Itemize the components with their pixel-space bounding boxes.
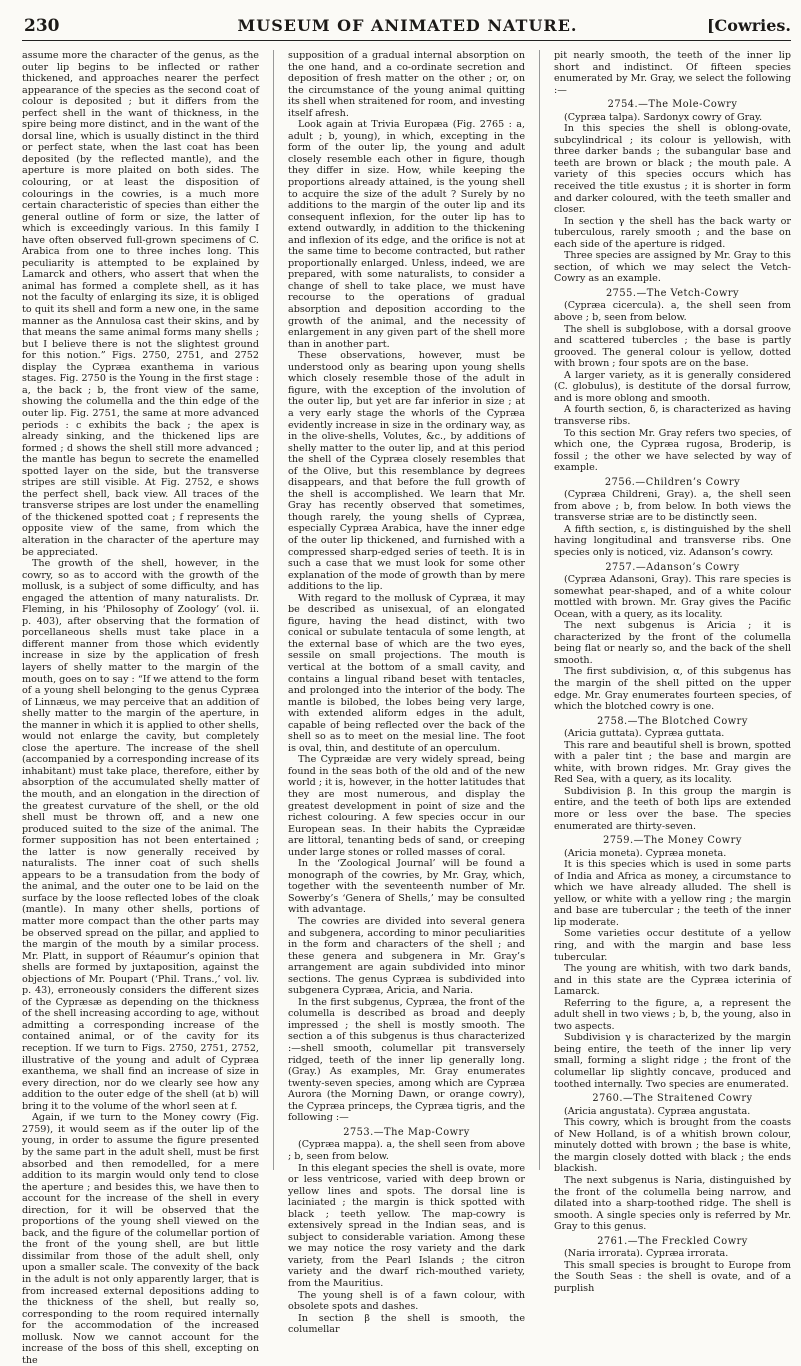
running-title: MUSEUM OF ANIMATED NATURE. (237, 16, 578, 35)
paragraph: Again, if we turn to the Money cowry (Fig. 2759), it would seem as if the outer lip of the young, in order to assume the figure presented by the same part in the adult shell, must be first absorbed and then remodelled, for a mere addition to its margin would only tend to close the aperture ; and besides this, we have then to account for the increase of the shell in every direction, for it will be observed that the proportions of the young shell viewed on the back, and the figure of the columellar portion of the front of the young shell, are but little dissimilar from those of the adult shell, only upon a smaller scale. The convexity of the back in the adult is not only apparently larger, that is from increased external depositions adding to the thickness of the shell, but really so, corresponding to the room required internally for the accommodation of the increased mollusk. Now we cannot account for the increase of the boss of this shell, excepting on the (22, 1112, 259, 1366)
column-2 (288, 50, 525, 1336)
section-heading: 2755.—The Vetch-Cowry (605, 287, 740, 299)
page-header (24, 16, 791, 46)
paragraph: In section γ the shell has the back warty or tuberculous, rarely smooth ; and the base on each side of the aperture is ridged. (554, 215, 791, 250)
column-1 (22, 50, 259, 1366)
header-rule (22, 40, 791, 41)
paragraph: These observations, however, must be understood only as bearing upon young shells which closely resemble those of the adult in figure, with the exception of the involution of the outer lip, but yet are far inferior in size ; at a very early stage the whorls of the Cypræa evidently increase in size in the ordinary way, as in the olive-shells, Volutes, &c., by additions of shelly matter to the outer lip, and at this period the shell of the Cypræa closely resembles that of the Olive, but this resemblance by degrees disappears, and that before the full growth of the shell is accomplished. We learn that Mr. Gray has recently observed that sometimes, though rarely, the young shells of Cypræa, especially Cypræa Arabica, have the inner edge of the outer lip thickened, and furnished with a compressed sharp-edged series of teeth. It is in such a case that we must look for some other explanation of the mode of growth than by mere additions to the lip. (288, 350, 525, 593)
text-columns (22, 50, 791, 1366)
paragraph: It is this species which is used in some parts of India and Africa as money, a circumstance to which we have already alluded. The shell is yellow, or white with a yellow ring ; the margin and base are tubercular ; the teeth of the inner lip moderate. (554, 859, 791, 928)
section-heading: 2754.—The Mole-Cowry (607, 99, 738, 111)
paragraph: In section β the shell is smooth, the columellar (288, 1312, 525, 1336)
paragraph: supposition of a gradual internal absorption on the one hand, and a co-ordinate secretion and deposition of fresh matter on the other ; or, on the circumstance of the young animal quitting its shell when straitened for room, and investing itself afresh. (288, 50, 525, 119)
paragraph: This rare and beautiful shell is brown, spotted with a paler tint ; the base and margin are white, with brown ridges. Mr. Gray gives the Red Sea, with a query, as its locality. (554, 739, 791, 786)
paragraph: (Cypræa Childreni, Gray). a, the shell seen from above ; b, from below. In both views the transverse striæ are to be distinctly seen. (554, 489, 791, 524)
paragraph: To this section Mr. Gray refers two species, of which one, the Cypræa rugosa, Broderip, is fossil ; the other we have selected by way of example. (554, 427, 791, 474)
paragraph: The Cypræidæ are very widely spread, being found in the seas both of the old and of the new world ; it is, however, in the hotter latitudes that they are most numerous, and display the greatest development in point of size and the richest colouring. A few species occur in our European seas. In their habits the Cypræidæ are littoral, tenanting beds of sand, or creeping under large stones or rolled masses of coral. (288, 754, 525, 858)
paragraph: This small species is brought to Europe from the South Seas : the shell is ovate, and of a purplish (554, 1259, 791, 1294)
section-heading: 2760.—The Straitened Cowry (592, 1093, 753, 1105)
paragraph: Three species are assigned by Mr. Gray to this section, of which we may select the Vetch-Cowry as an example. (554, 250, 791, 285)
column-divider (273, 50, 274, 1170)
paragraph: Subdivision γ is characterized by the margin being entire, the teeth of the inner lip very small, forming a slight ridge ; the front of the columellar lip slightly concave, produced and toothed internally. Two species are enumerated. (554, 1032, 791, 1090)
paragraph: Look again at Trivia Europæa (Fig. 2765 : a, adult ; b, young), in which, excepting in the form of the outer lip, the young and adult closely resemble each other in figure, though they differ in size. How, while keeping the proportions already attained, is the young shell to acquire the size of the adult ? Surely by no additions to the margin of the outer lip and its consequent inflexion, for the outer lip has to extend outwardly, in addition to the thickening and inflexion of its edge, and the orifice is not at the same time to become contracted, but rather proportionally enlarged. Unless, indeed, we are prepared, with some naturalists, to consider a change of shell to take place, we must have recourse to the operations of gradual absorption and deposition according to the growth of the animal, and the necessity of enlargement in any given part of the shell more than in another part. (288, 119, 525, 350)
column-divider (539, 50, 540, 1170)
paragraph: (Cypræa talpa). Sardonyx cowry of Gray. (564, 111, 763, 123)
paragraph: The next subgenus is Naria, distinguished by the front of the columella being narrow, and dilated into a sharp-toothed ridge. The shell is smooth. A single species only is referred by Mr. Gray to this genus. (554, 1174, 791, 1233)
paragraph: In the ‘Zoological Journal’ will be found a monograph of the cowries, by Mr. Gray, which, together with the seventeenth number of Mr. Sowerby’s ‘Genera of Shells,’ may be consulted with advantage. (288, 858, 525, 916)
paragraph: The growth of the shell, however, in the cowry, so as to accord with the growth of the mollusk, is a subject of some difficulty, and has engaged the attention of many naturalists. Dr. Fleming, in his ‘Philosophy of Zoology’ (vol. ii. p. 403), after observing that the formation of porcellaneous shells must take place in a different manner from those which evidently increase in size by the application of fresh layers of shelly matter to the margin of the mouth, goes on to say : “If we attend to the form of a young shell belonging to the genus Cypræa of Linnæus, we may perceive that an addition of shelly matter to the margin of the aperture, in the manner in which it is applied to other shells, would not enlarge the cavity, but completely close the aperture. The increase of the shell (accompanied by a corresponding increase of its inhabitant) must take place, therefore, either by absorption of the accumulated shelly matter of the mouth, and an elongation in the direction of the greatest curvature of the shell, or the old shell must be thrown off, and a new one produced suited to the size of the animal. The former supposition has not been entertained ; the latter is now generally received by naturalists. The inner coat of such shells appears to be a transudation from the body of the animal, and the outer one to be laid on the surface by the loose reflected lobes of the cloak (mantle). In many other shells, portions of matter more compact than the other parts may be observed spread on the pillar, and applied to the margin of the mouth by a similar process. Mr. Platt, in support of Réaumur’s opinion that shells are formed by juxtaposition, against the objections of Mr. Poupart (‘Phil. Trans.,’ vol. liv. p. 43), erroneously considers the different sizes of the Cypræsæ as depending on the thickness of the shell increasing according to age, without admitting a corresponding increase of the contained animal, or of the cavity for its reception. If we turn to Figs. 2750, 2751, 2752, illustrative of the young and adult of Cypræa exanthema, we shall find an increase of size in every direction, nor do we clearly see how any addition to the outer edge of the shell (at b) will bring it to the volume of the whorl seen at f. (22, 558, 259, 1112)
paragraph: (Aricia moneta). Cypræa moneta. (564, 847, 727, 859)
section-heading: 2753.—The Map-Cowry (343, 1126, 470, 1138)
paragraph: The young are whitish, with two dark bands, and in this state are the Cypræa icterinia of Lamarck. (554, 963, 791, 998)
paragraph: In this elegant species the shell is ovate, more or less ventricose, varied with deep brown or yellow lines and spots. The dorsal line is laciniated ; the margin is thick spotted with black ; teeth yellow. The map-cowry is extensively spread in the Indian seas, and is subject to considerable variation. Among these we may notice the rosy variety and the dark variety, from the Pearl Islands ; the citron variety and the dwarf rich-mouthed variety, from the Mauritius. (288, 1162, 525, 1289)
paragraph: This cowry, which is brought from the coasts of New Holland, is of a whitish brown colour, minutely dotted with brown ; the base is white, the margin closely dotted with black ; the ends blackish. (554, 1117, 791, 1175)
paragraph: (Cypræa mappa). a, the shell seen from above ; b, seen from below. (288, 1139, 525, 1162)
paragraph: A larger variety, as it is generally considered (C. globulus), is destitute of the dorsal furrow, and is more oblong and smooth. (554, 369, 791, 404)
paragraph: The shell is subglobose, with a dorsal groove and scattered tubercles ; the base is partly grooved. The general colour is yellow, dotted with brown ; four spots are on the base. (554, 323, 791, 370)
paragraph: A fourth section, δ, is characterized as having transverse ribs. (554, 404, 791, 427)
paragraph: The first subdivision, α, of this subgenus has the margin of the shell pitted on the upper edge. Mr. Gray enumerates fourteen species, of which the blotched cowry is one. (554, 666, 791, 713)
section-heading: 2757.—Adanson’s Cowry (605, 561, 740, 573)
section-heading: 2759.—The Money Cowry (603, 835, 742, 847)
paragraph: The young shell is of a fawn colour, with obsolete spots and dashes. (288, 1289, 525, 1313)
section-label: [Cowries. (706, 16, 791, 35)
page-number: 230 (24, 16, 60, 36)
paragraph: Subdivision β. In this group the margin is entire, and the teeth of both lips are extended more or less over the base. The species enumerated are thirty-seven. (554, 785, 791, 832)
column-3 (554, 50, 791, 1294)
paragraph: (Aricia angustata). Cypræa angustata. (564, 1105, 751, 1117)
paragraph: Referring to the figure, a, a represent the adult shell in two views ; b, b, the young, also in two aspects. (554, 997, 791, 1032)
paragraph: In the first subgenus, Cypræa, the front of the columella is described as broad and deeply impressed ; the shell is mostly smooth. The section a of this subgenus is thus characterized :—shell smooth, columellar pit transversely ridged, teeth of the inner lip generally long. (Gray.) As examples, Mr. Gray enumerates twenty-seven species, among which are Cypræa Aurora (the Morning Dawn, or orange cowry), the Cypræa princeps, the Cypræa tigris, and the following :— (288, 996, 525, 1124)
section-heading: 2761.—The Freckled Cowry (597, 1235, 748, 1247)
paragraph: (Cypræa Adansoni, Gray). This rare species is somewhat pear-shaped, and of a white colour mottled with brown. Mr. Gray gives the Pacific Ocean, with a query, as its locality. (554, 574, 791, 620)
paragraph: (Aricia guttata). Cypræa guttata. (564, 728, 725, 740)
paragraph: assume more the character of the genus, as the outer lip begins to be inflected or rather thickened, and approaches nearer the perfect appearance of the species as the second coat of colour is deposited ; but it differs from the perfect shell in the want of thickness, in the spire being more distinct, and in the want of the dorsal line, which is usually distinct in the third or perfect state, when the last coat has been deposited (by the reflected mantle), and the aperture is more plaited on both sides. The colouring, or at least the disposition of colourings in the cowries, is a much more certain characteristic of species than either the general outline of form or size, the latter of which is exceedingly various. In this family I have often observed full-grown specimens of C. Arabica from one to three inches long. This peculiarity is attempted to be explained by Lamarck and others, who assert that when the animal has formed a complete shell, as it has not the faculty of enlarging its size, it is obliged to quit its shell and form a new one, in the same manner as the Annulosa cast their skins, and by that means the same animal forms many shells ; but I believe there is not the slightest ground for this notion.” Figs. 2750, 2751, and 2752 display the Cypræa exanthema in various stages. Fig. 2750 is the Young in the first stage : a, the back ; b, the front view of the same, showing the columella and the thin edge of the outer lip. Fig. 2751, the same at more advanced periods : c exhibits the back ; the apex is already sinking, and the thickened lips are formed ; d shows the shell still more advanced ; the mantle has begun to secrete the enamelled spotted layer on the side, but the transverse stripes are still visible. At Fig. 2752, e shows the perfect shell, back view. All traces of the transverse stripes are lost under the enamelling of the thickened spotted coat ; f represents the opposite view of the same, from which the alteration in the character of the aperture may be appreciated. (22, 50, 259, 558)
paragraph: (Naria irrorata). Cypræa irrorata. (564, 1248, 729, 1260)
paragraph: With regard to the mollusk of Cypræa, it may be described as unisexual, of an elongated figure, having the head distinct, with two conical or subulate tentacula of some length, at the external base of which are the two eyes, sessile on small projections. The mouth is vertical at the bottom of a small cavity, and contains a lingual riband beset with tentacles, and prolonged into the interior of the body. The mantle is bilobed, the lobes being very large, with extended aliform edges in the adult, capable of being reflected over the back of the shell so as to meet on the mesial line. The foot is oval, thin, and destitute of an operculum. (288, 592, 525, 754)
paragraph: Some varieties occur destitute of a yellow ring, and with the margin and base less tubercular. (554, 928, 791, 963)
paragraph: pit nearly smooth, the teeth of the inner lip short and indistinct. Of fifteen species enumerated by Mr. Gray, we select the following :— (554, 50, 791, 96)
paragraph: The cowries are divided into several genera and subgenera, according to minor peculiarities in the form and characters of the shell ; and these genera and subgenera in Mr. Gray’s arrangement are again subdivided into minor sections. The genus Cypræa is subdivided into subgenera Cypræa, Aricia, and Naria. (288, 916, 525, 997)
section-heading: 2756.—Children’s Cowry (604, 476, 741, 488)
paragraph: A fifth section, ε, is distinguished by the shell having longitudinal and transverse ribs. One species only is noticed, viz. Adanson’s cowry. (554, 523, 791, 558)
section-heading: 2758.—The Blotched Cowry (597, 715, 748, 727)
paragraph: The next subgenus is Aricia ; it is characterized by the front of the columella being flat or nearly so, and the back of the shell smooth. (554, 620, 791, 666)
paragraph: In this species the shell is oblong-ovate, subcylindrical ; its colour is yellowish, with three darker bands ; the subangular base and teeth are brown or black ; the mouth pale. A variety of this species occurs which has received the title exustus ; it is shorter in form and darker coloured, with the teeth smaller and closer. (554, 123, 791, 216)
paragraph: (Cypræa cicercula). a, the shell seen from above ; b, seen from below. (554, 300, 791, 324)
